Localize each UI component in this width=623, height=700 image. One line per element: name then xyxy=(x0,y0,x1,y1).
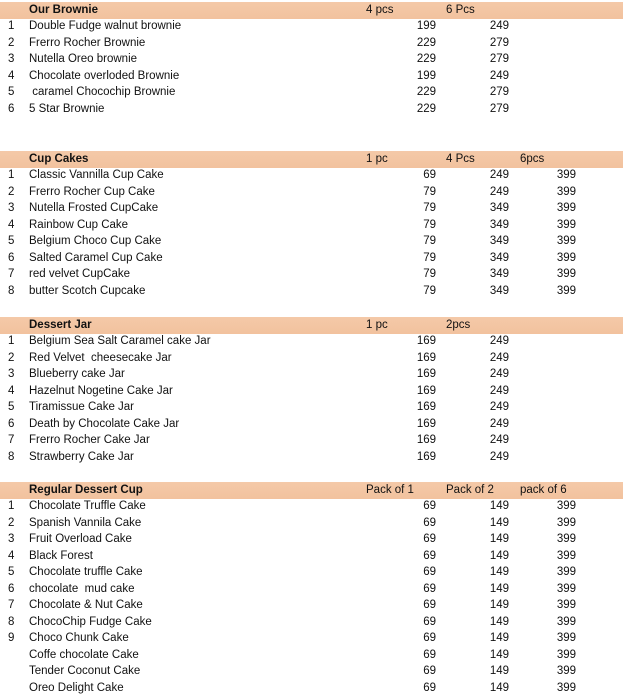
item-name: Rainbow Cup Cake xyxy=(29,218,129,231)
price-1: 229 xyxy=(416,86,436,98)
price-3: 399 xyxy=(556,533,576,545)
item-name: Chocolate overloded Brownie xyxy=(29,69,180,82)
item-name: Tender Coconut Cake xyxy=(29,665,141,677)
price-3: 399 xyxy=(556,599,576,611)
item-name: Belgium Sea Salt Caramel cake Jar xyxy=(29,335,211,347)
item-name: Frerro Rocher Cup Cake xyxy=(29,185,155,198)
price-2: 249 xyxy=(489,450,509,463)
item-number: 2 xyxy=(8,351,15,364)
price-2: 149 xyxy=(489,681,509,694)
menu-row xyxy=(0,631,623,648)
price-3: 399 xyxy=(556,218,576,231)
price-2: 349 xyxy=(489,202,509,214)
price-2: 349 xyxy=(489,268,509,280)
item-number: 7 xyxy=(8,268,15,280)
price-3: 399 xyxy=(556,500,576,512)
item-number: 3 xyxy=(8,533,15,545)
price-1: 169 xyxy=(416,417,436,430)
menu-row xyxy=(0,267,623,284)
section-our-brownie xyxy=(0,2,623,118)
price-1: 229 xyxy=(416,53,436,65)
item-number: 2 xyxy=(8,185,15,198)
price-2: 149 xyxy=(489,549,509,562)
column-header-3: pack of 6 xyxy=(520,484,567,496)
menu-row xyxy=(0,417,623,434)
price-3: 399 xyxy=(556,268,576,280)
menu-row xyxy=(0,334,623,351)
section-cup-cakes xyxy=(0,151,623,300)
price-3: 399 xyxy=(556,615,576,628)
item-number: 4 xyxy=(8,218,15,231)
price-2: 279 xyxy=(489,86,509,98)
price-1: 69 xyxy=(423,632,436,644)
item-number: 6 xyxy=(8,582,15,595)
item-name: Coffe chocolate Cake xyxy=(29,648,139,661)
price-3: 399 xyxy=(556,549,576,562)
price-2: 349 xyxy=(489,251,509,264)
menu-row xyxy=(0,615,623,632)
price-3: 399 xyxy=(556,566,576,578)
section-header xyxy=(0,317,623,334)
item-number: 1 xyxy=(8,169,15,181)
item-name: Salted Caramel Cup Cake xyxy=(29,251,163,264)
section-title: Cup Cakes xyxy=(29,153,89,165)
item-number: 5 xyxy=(8,566,15,578)
price-2: 279 xyxy=(489,53,509,65)
item-name: Classic Vannilla Cup Cake xyxy=(29,169,164,181)
section-header xyxy=(0,482,623,499)
item-name: Oreo Delight Cake xyxy=(29,681,124,694)
item-number: 8 xyxy=(8,284,15,297)
price-3: 399 xyxy=(556,632,576,644)
menu-row xyxy=(0,102,623,119)
item-number: 3 xyxy=(8,53,15,65)
price-1: 79 xyxy=(423,284,436,297)
menu-row xyxy=(0,168,623,185)
price-1: 79 xyxy=(423,251,436,264)
price-2: 249 xyxy=(489,434,509,446)
price-2: 279 xyxy=(489,102,509,115)
price-1: 169 xyxy=(416,401,436,413)
price-1: 69 xyxy=(423,533,436,545)
menu-row xyxy=(0,450,623,467)
price-3: 399 xyxy=(556,185,576,198)
item-name: Belgium Choco Cup Cake xyxy=(29,235,162,247)
price-3: 399 xyxy=(556,251,576,264)
section-dessert-jar xyxy=(0,317,623,466)
section-header xyxy=(0,151,623,168)
price-1: 69 xyxy=(423,169,436,181)
column-header-1: 4 pcs xyxy=(366,4,394,16)
price-1: 169 xyxy=(416,450,436,463)
item-name: Chocolate Truffle Cake xyxy=(29,500,146,512)
price-1: 199 xyxy=(416,69,436,82)
item-number: 7 xyxy=(8,434,15,446)
menu-row xyxy=(0,69,623,86)
item-number: 5 xyxy=(8,235,15,247)
item-name: 5 Star Brownie xyxy=(29,102,105,115)
price-3: 399 xyxy=(556,235,576,247)
price-3: 399 xyxy=(556,202,576,214)
item-name: Chocolate & Nut Cake xyxy=(29,599,143,611)
menu-row xyxy=(0,36,623,53)
price-1: 229 xyxy=(416,102,436,115)
price-2: 249 xyxy=(489,335,509,347)
menu-row xyxy=(0,201,623,218)
price-2: 149 xyxy=(489,566,509,578)
item-name: Strawberry Cake Jar xyxy=(29,450,134,463)
price-2: 149 xyxy=(489,582,509,595)
price-2: 149 xyxy=(489,615,509,628)
price-2: 249 xyxy=(489,368,509,380)
menu-row xyxy=(0,681,623,698)
item-number: 2 xyxy=(8,36,15,49)
price-1: 169 xyxy=(416,351,436,364)
item-number: 3 xyxy=(8,368,15,380)
item-number: 6 xyxy=(8,102,15,115)
price-2: 349 xyxy=(489,235,509,247)
price-1: 79 xyxy=(423,268,436,280)
section-title: Dessert Jar xyxy=(29,319,92,331)
menu-row xyxy=(0,664,623,681)
column-header-1: Pack of 1 xyxy=(366,484,414,496)
item-name: Black Forest xyxy=(29,549,93,562)
price-1: 169 xyxy=(416,434,436,446)
price-3: 399 xyxy=(556,665,576,677)
item-number: 6 xyxy=(8,251,15,264)
price-1: 69 xyxy=(423,500,436,512)
item-name: butter Scotch Cupcake xyxy=(29,284,146,297)
price-3: 399 xyxy=(556,681,576,694)
price-2: 149 xyxy=(489,632,509,644)
menu-row xyxy=(0,185,623,202)
price-2: 149 xyxy=(489,599,509,611)
menu-row xyxy=(0,582,623,599)
item-name: Choco Chunk Cake xyxy=(29,632,129,644)
price-2: 149 xyxy=(489,648,509,661)
item-name: Nutella Frosted CupCake xyxy=(29,202,159,214)
item-name: Frerro Rocher Cake Jar xyxy=(29,434,150,446)
price-2: 349 xyxy=(489,284,509,297)
column-header-3: 6pcs xyxy=(520,153,545,165)
price-1: 169 xyxy=(416,384,436,397)
menu-row xyxy=(0,400,623,417)
menu-row xyxy=(0,499,623,516)
menu-row xyxy=(0,284,623,301)
item-name: Death by Chocolate Cake Jar xyxy=(29,417,180,430)
price-1: 69 xyxy=(423,516,436,529)
price-1: 79 xyxy=(423,235,436,247)
item-number: 3 xyxy=(8,202,15,214)
item-number: 6 xyxy=(8,417,15,430)
price-2: 249 xyxy=(489,69,509,82)
column-header-1: 1 pc xyxy=(366,153,388,165)
price-2: 249 xyxy=(489,169,509,181)
item-number: 4 xyxy=(8,69,15,82)
price-1: 69 xyxy=(423,582,436,595)
price-2: 249 xyxy=(489,401,509,413)
item-name: Fruit Overload Cake xyxy=(29,533,132,545)
price-2: 349 xyxy=(489,218,509,231)
column-header-2: 2pcs xyxy=(446,319,471,331)
menu-row xyxy=(0,52,623,69)
item-number: 1 xyxy=(8,500,15,512)
item-name: Frerro Rocher Brownie xyxy=(29,36,146,49)
menu-row xyxy=(0,384,623,401)
price-1: 69 xyxy=(423,599,436,611)
column-header-2: 6 Pcs xyxy=(446,4,475,16)
menu-row xyxy=(0,549,623,566)
item-number: 5 xyxy=(8,86,15,98)
item-number: 7 xyxy=(8,599,15,611)
price-2: 149 xyxy=(489,500,509,512)
price-2: 279 xyxy=(489,36,509,49)
item-name: Chocolate truffle Cake xyxy=(29,566,143,578)
menu-row xyxy=(0,532,623,549)
menu-row xyxy=(0,351,623,368)
price-1: 69 xyxy=(423,648,436,661)
item-number: 4 xyxy=(8,549,15,562)
price-3: 399 xyxy=(556,284,576,297)
menu-row xyxy=(0,218,623,235)
price-3: 399 xyxy=(556,648,576,661)
item-number: 2 xyxy=(8,516,15,529)
price-1: 69 xyxy=(423,615,436,628)
menu-row xyxy=(0,433,623,450)
section-title: Regular Dessert Cup xyxy=(29,484,143,496)
item-number: 8 xyxy=(8,450,15,463)
menu-row xyxy=(0,648,623,665)
menu-row xyxy=(0,598,623,615)
price-2: 149 xyxy=(489,516,509,529)
price-1: 79 xyxy=(423,218,436,231)
item-name: ChocoChip Fudge Cake xyxy=(29,615,152,628)
price-1: 69 xyxy=(423,665,436,677)
price-1: 69 xyxy=(423,549,436,562)
price-2: 149 xyxy=(489,665,509,677)
price-2: 249 xyxy=(489,185,509,198)
price-1: 199 xyxy=(416,20,436,32)
item-name: Spanish Vannila Cake xyxy=(29,516,142,529)
price-2: 249 xyxy=(489,20,509,32)
column-header-1: 1 pc xyxy=(366,319,388,331)
menu-row xyxy=(0,367,623,384)
price-1: 79 xyxy=(423,185,436,198)
price-1: 79 xyxy=(423,202,436,214)
price-1: 229 xyxy=(416,36,436,49)
section-regular-dessert-cup xyxy=(0,482,623,697)
item-name: Tiramissue Cake Jar xyxy=(29,401,135,413)
menu-row xyxy=(0,251,623,268)
item-number: 5 xyxy=(8,401,15,413)
item-name: Blueberry cake Jar xyxy=(29,368,125,380)
price-2: 249 xyxy=(489,384,509,397)
price-3: 399 xyxy=(556,516,576,529)
item-number: 9 xyxy=(8,632,15,644)
section-header xyxy=(0,2,623,19)
price-1: 69 xyxy=(423,566,436,578)
item-name: caramel Chocochip Brownie xyxy=(29,86,176,98)
price-2: 149 xyxy=(489,533,509,545)
item-number: 8 xyxy=(8,615,15,628)
item-name: Double Fudge walnut brownie xyxy=(29,20,182,32)
column-header-2: 4 Pcs xyxy=(446,153,475,165)
price-2: 249 xyxy=(489,351,509,364)
price-3: 399 xyxy=(556,582,576,595)
menu-row xyxy=(0,565,623,582)
section-title: Our Brownie xyxy=(29,4,99,16)
item-name: red velvet CupCake xyxy=(29,268,130,280)
item-name: Hazelnut Nogetine Cake Jar xyxy=(29,384,173,397)
menu-row xyxy=(0,516,623,533)
item-name: Red Velvet cheesecake Jar xyxy=(29,351,172,364)
column-header-2: Pack of 2 xyxy=(446,484,494,496)
item-number: 1 xyxy=(8,335,15,347)
item-name: Nutella Oreo brownie xyxy=(29,53,138,65)
item-name: chocolate mud cake xyxy=(29,582,135,595)
menu-row xyxy=(0,234,623,251)
price-1: 169 xyxy=(416,368,436,380)
item-number: 4 xyxy=(8,384,15,397)
price-1: 169 xyxy=(416,335,436,347)
menu-row xyxy=(0,19,623,36)
menu-row xyxy=(0,85,623,102)
price-3: 399 xyxy=(556,169,576,181)
price-1: 69 xyxy=(423,681,436,694)
price-2: 249 xyxy=(489,417,509,430)
item-number: 1 xyxy=(8,20,15,32)
